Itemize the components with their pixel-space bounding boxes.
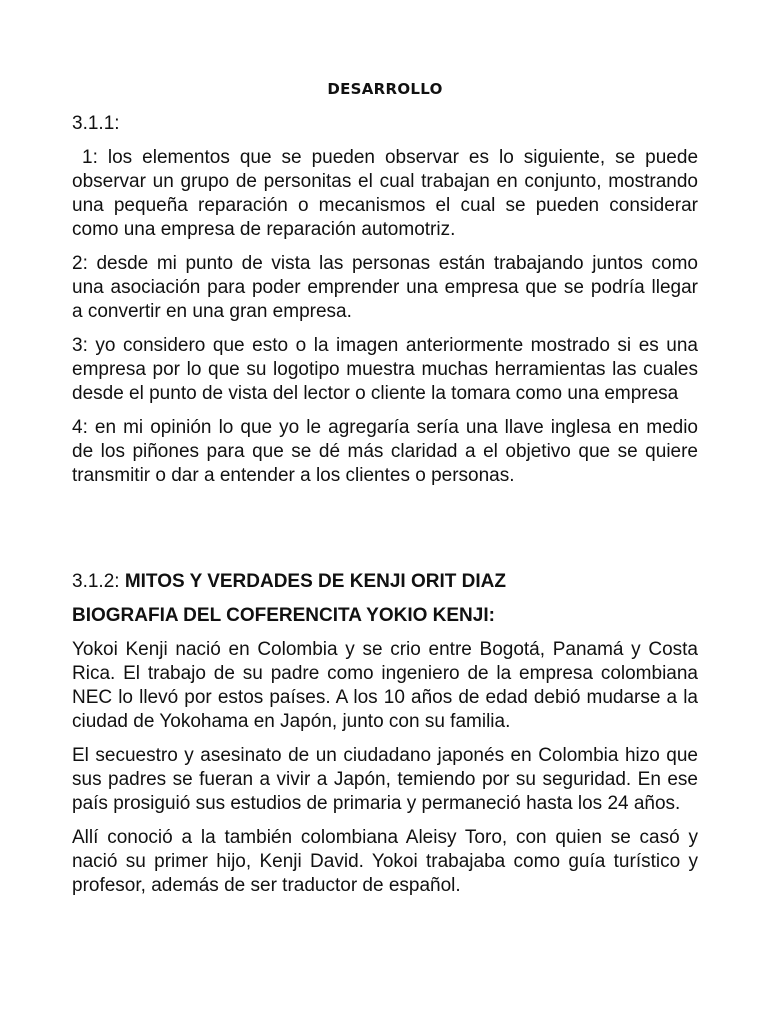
- paragraph-311-3: 3: yo considero que esto o la imagen anteriormente mostrado si es una empresa por lo que su logotipo muestra muchas herramientas las cuales desde el punto de vista del lector o cliente la tomara como una empresa: [72, 335, 698, 404]
- document-title: DESARROLLO: [327, 80, 443, 98]
- section-title-312: MITOS Y VERDADES DE KENJI ORIT DIAZ: [124, 571, 506, 592]
- section-number-311: 3.1.1:: [72, 113, 120, 134]
- biography-heading: BIOGRAFIA DEL COFERENCITA YOKIO KENJI:: [72, 605, 495, 626]
- paragraph-311-1: 1: los elementos que se pueden observar es lo siguiente, se puede observar un grupo de personitas el cual trabajan en conjunto, mostrando una pequeña reparación o mecanismos el cual se pueden considerar como una empresa de reparación automotriz.: [72, 147, 704, 240]
- section-heading-312: [72, 570, 698, 594]
- paragraph-312-3: Allí conoció a la también colombiana Aleisy Toro, con quien se casó y nació su primer hijo, Kenji David. Yokoi trabajaba como guía turístico y profesor, además de ser traductor de español.: [72, 827, 698, 896]
- section-number-312: 3.1.2:: [72, 571, 125, 592]
- paragraph-312-1: Yokoi Kenji nació en Colombia y se crio entre Bogotá, Panamá y Costa Rica. El trabajo de su padre como ingeniero de la empresa colombiana NEC lo llevó por estos países. A los 10 años de edad debió mudarse a la ciudad de Yokohama en Japón, junto con su familia.: [72, 639, 698, 732]
- section-spacer: [72, 498, 698, 570]
- paragraph-311-2: 2: desde mi punto de vista las personas están trabajando juntos como una asociación para poder emprender una empresa que se podría llegar a convertir en una gran empresa.: [72, 253, 698, 322]
- document-page: [72, 78, 704, 908]
- paragraph-311-4: 4: en mi opinión lo que yo le agregaría sería una llave inglesa en medio de los piñones para que se dé más claridad a el objetivo que se quiere transmitir o dar a entender a los clientes o personas.: [72, 417, 698, 486]
- paragraph-312-2: El secuestro y asesinato de un ciudadano japonés en Colombia hizo que sus padres se fueran a vivir a Japón, temiendo por su seguridad. En ese país prosiguió sus estudios de primaria y permaneció hasta los 24 años.: [72, 745, 698, 814]
